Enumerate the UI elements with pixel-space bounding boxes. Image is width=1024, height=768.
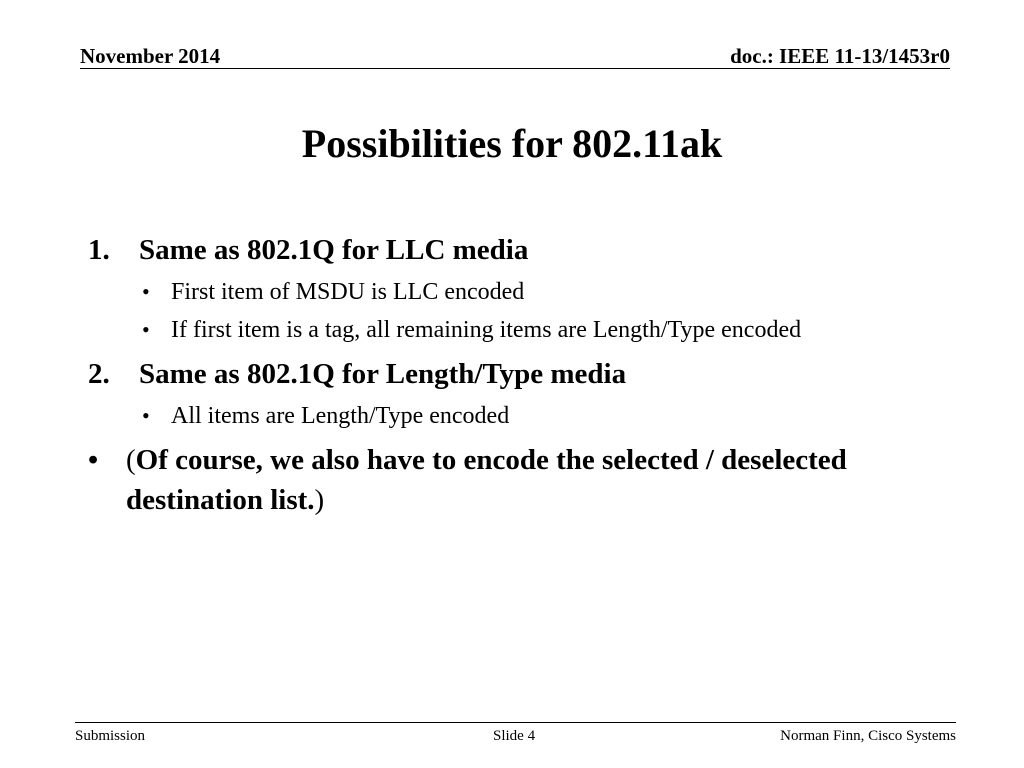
sub-list-item-text: All items are Length/Type encoded [171,403,510,429]
bullet-icon: • [142,279,150,304]
slide-header [80,42,950,69]
sub-list-item-text: If first item is a tag, all remaining items are Length/Type encoded [171,317,802,343]
sub-list-item [88,314,948,346]
slide-title: Possibilities for 802.11ak [301,121,723,166]
footer-slide-number: Slide 4 [493,728,536,744]
footer-submission: Submission [75,728,146,744]
list-item-note [88,440,948,520]
slide-body [88,230,948,520]
header-doc-id: doc.: IEEE 11-13/1453r0 [730,44,950,68]
bullet-icon: • [142,317,150,342]
list-item-1 [88,230,948,270]
note-text: Of course, we also have to encode the selected / deselected destination list. [126,444,847,516]
list-item-2 [88,354,948,394]
list-item-2-text: Same as 802.1Q for Length/Type media [139,358,627,390]
slide-footer [75,722,956,747]
note-open-paren: ( [126,444,136,476]
list-number-1: 1. [88,234,110,266]
sub-list-item-text: First item of MSDU is LLC encoded [171,279,525,305]
sub-list-item [88,276,948,308]
bullet-icon: • [142,403,150,428]
bullet-icon: • [88,444,99,476]
sub-list-item [88,400,948,432]
list-number-2: 2. [88,358,110,390]
note-close-paren: ) [314,484,325,516]
list-item-1-text: Same as 802.1Q for LLC media [139,234,529,266]
footer-author: Norman Finn, Cisco Systems [780,728,956,744]
header-date: November 2014 [80,44,221,68]
